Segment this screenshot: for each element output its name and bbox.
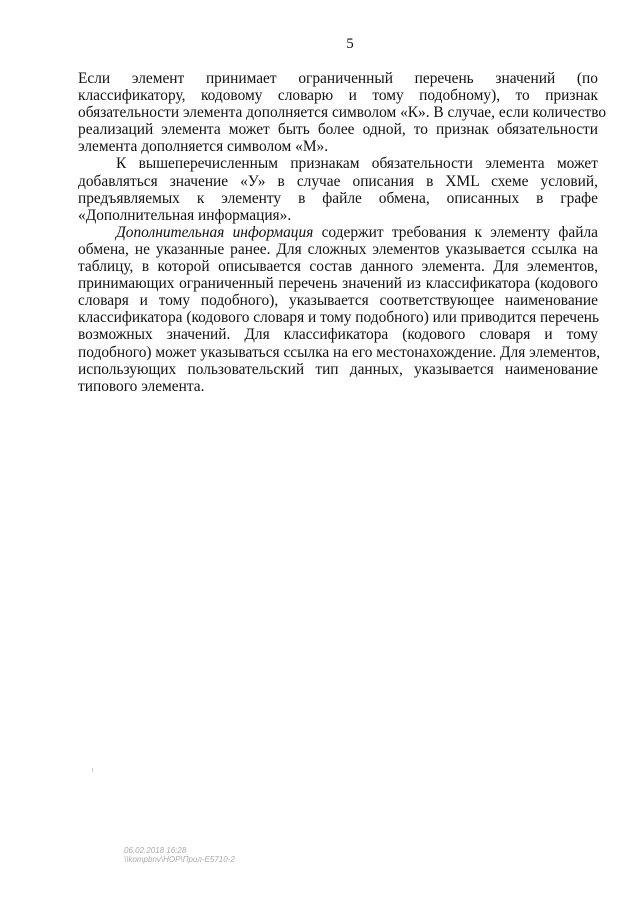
text-line: принимающих ограниченный перечень значений из классификатора (кодового	[78, 275, 598, 293]
text-line: реализаций элемента может быть более одной, то признак обязательности	[78, 121, 598, 139]
text-line: обязательности элемента дополняется символом «К». В случае, если количество	[78, 104, 607, 122]
text-line: типового элемента.	[78, 377, 205, 395]
footer-timestamp: 06.02.2018 16:28	[124, 846, 187, 855]
text-line: обмена, не указанные ранее. Для сложных элементов указывается ссылка на	[78, 240, 598, 258]
text-line: «Дополнительная информация».	[78, 206, 292, 224]
text-line: таблицу, в которой описывается состав данного элемента. Для элементов,	[78, 258, 598, 276]
paragraph-u-symbol	[78, 155, 598, 223]
text-line: подобного) может указываться ссылка на его местонахождение. Для элементов,	[78, 343, 601, 361]
text-line: словаря и тому подобного), указывается соответствующее наименование	[78, 292, 598, 310]
text-line	[78, 224, 598, 241]
text-line: использующих пользовательский тип данных, указывается наименование	[78, 360, 598, 378]
text-line: элемента дополняется символом «М».	[78, 138, 329, 156]
text-fragment: содержит требования к элементу файла	[313, 223, 598, 241]
document-body	[78, 70, 607, 395]
text-line: классификатора (кодового словаря и тому подобного) или приводится перечень	[78, 309, 600, 327]
paragraph-mandatory-symbols	[78, 70, 607, 156]
text-line: классификатору, кодовому словарю и тому подобному), то признак	[78, 87, 598, 105]
scan-mark	[92, 768, 93, 772]
footer-file-path: \\kompbnv\НОР\Прил-E5710-2	[124, 855, 235, 864]
text-line: предъявляемых к элементу в файле обмена, описанных в графе	[78, 189, 598, 207]
page-number: 5	[346, 36, 354, 52]
text-line: возможных значений. Для классификатора (кодового словаря и тому	[78, 326, 598, 344]
text-line: Если элемент принимает ограниченный перечень значений (по	[78, 70, 598, 87]
paragraph-additional-info	[78, 223, 601, 395]
text-line: добавляться значение «У» в случае описания в XML схеме условий,	[78, 172, 598, 190]
footer-stamp	[124, 846, 235, 864]
italic-term: Дополнительная информация	[116, 223, 314, 241]
text-line: К вышеперечисленным признакам обязательности элемента может	[116, 155, 598, 173]
